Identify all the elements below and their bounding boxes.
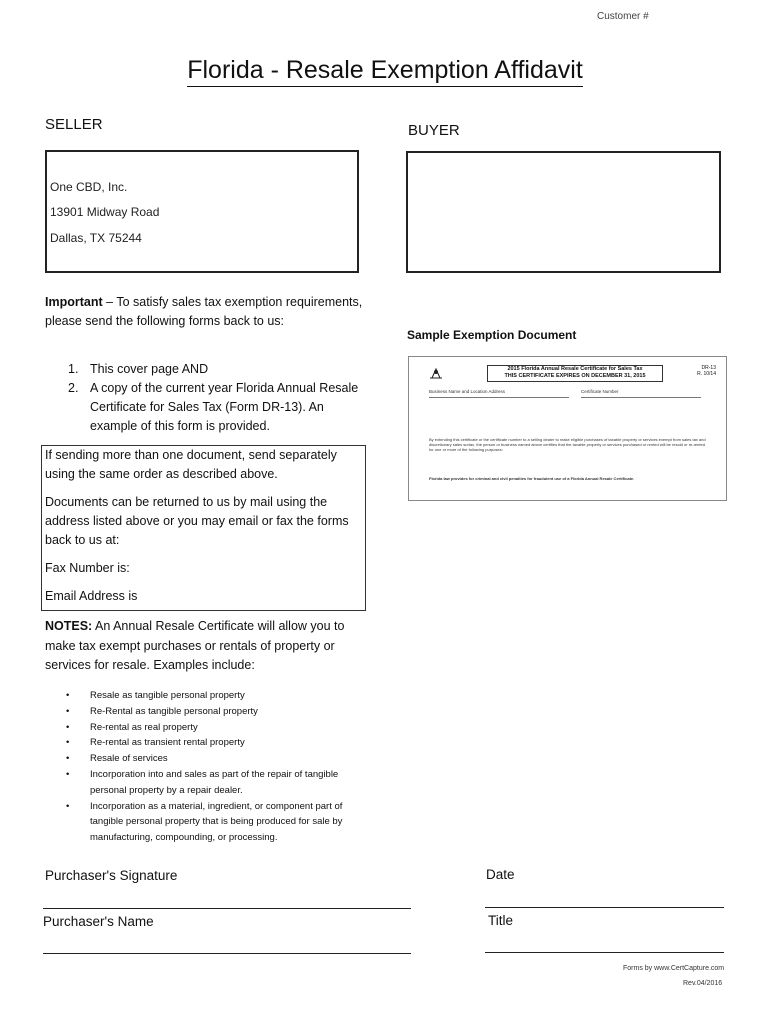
seller-name: One CBD, Inc. (50, 180, 128, 194)
list-item: • Incorporation as a material, ingredient, or component part of tangible personal property that is being produced for sale by manufacturing, compounding, or processing. (66, 800, 343, 844)
required-forms-list (68, 360, 368, 436)
list-text: A copy of the current year Florida Annual Resale Certificate for Sales Tax (Form DR-13). An example of this form is provided. (90, 381, 359, 433)
notes-text: An Annual Resale Certificate will allow you to make tax exempt purchases or rentals of property or services for resale. Examples include: (45, 619, 345, 672)
list-item: • Incorporation into and sales as part of the repair of tangible personal property by a repair dealer. (66, 768, 339, 796)
sample-field-line (581, 397, 701, 398)
important-text: – To satisfy sales tax exemption requirements, please send the following forms back to us: (45, 295, 363, 328)
return-instructions-box (41, 445, 366, 611)
fax-number-label: Fax Number is: (45, 561, 130, 575)
example-text: Incorporation into and sales as part of the repair of tangible personal property by a repair dealer. (90, 768, 339, 796)
email-address-label: Email Address is (45, 589, 138, 603)
list-text: This cover page AND (90, 362, 209, 376)
sample-field-line (429, 397, 569, 398)
sample-header-line2: THIS CERTIFICATE EXPIRES ON DECEMBER 31, 2015 (504, 373, 646, 379)
important-lead: Important (45, 295, 103, 309)
page-title (0, 56, 770, 85)
footer-credit: Forms by www.CertCapture.com (623, 965, 725, 972)
sample-body-text: By extending this certificate or the certificate number to a selling dealer to make eligible purchases of taxable property or services exempt from sales tax and discretionary sales surtax, the person or business named above certifies that the taxable property or services purchased or rented will be resold or re-rented for one or more of the following purposes: (429, 437, 706, 452)
example-text: Incorporation as a material, ingredient, or component part of tangible personal property that is being produced for sale by manufacturing, compounding, or processing. (90, 800, 343, 844)
sample-form-number: DR-13 (701, 365, 716, 371)
list-item: • Resale of services (66, 753, 168, 765)
customer-number-label: Customer # (597, 11, 649, 22)
footer-revision: Rev.04/2016 (683, 980, 723, 987)
example-text: Resale of services (90, 753, 168, 765)
return-method-text: Documents can be returned to us by mail using the address listed above or you may email or fax the forms back to us at: (45, 495, 349, 547)
florida-dor-logo-icon (429, 366, 443, 380)
date-line[interactable] (485, 907, 724, 908)
seller-address-box (45, 150, 359, 273)
notes-paragraph (45, 617, 365, 676)
list-item (68, 379, 368, 436)
sample-document-image (408, 356, 727, 501)
sample-field-certificate: Certificate Number (581, 389, 619, 394)
name-line[interactable] (43, 953, 411, 954)
seller-label: SELLER (45, 116, 103, 133)
list-item: • Resale as tangible personal property (66, 690, 245, 701)
title-label: Title (488, 913, 514, 928)
sample-form-revision: R. 10/14 (697, 371, 716, 377)
list-number: 2. (68, 381, 79, 395)
sample-field-business: Business Name and Location Address (429, 389, 506, 394)
date-label: Date (486, 867, 515, 882)
example-text: Resale as tangible personal property (90, 690, 245, 701)
sample-document-title: Sample Exemption Document (407, 328, 577, 342)
purchaser-name-label: Purchaser's Name (43, 914, 154, 929)
seller-city: Dallas, TX 75244 (50, 231, 142, 245)
important-note (45, 293, 365, 331)
sample-penalty-text: Florida law provides for criminal and civil penalties for fraudulent use of a Florida Annual Resale Certificate. (429, 476, 635, 481)
list-item (68, 360, 368, 379)
example-text: Re-Rental as tangible personal property (90, 705, 258, 717)
list-item: • Re-Rental as tangible personal property (66, 705, 258, 717)
sample-header-box (487, 365, 663, 382)
example-text: Re-rental as real property (90, 721, 198, 733)
notes-lead: NOTES: (45, 619, 93, 633)
sample-form-id (697, 365, 716, 377)
sample-header-line1: 2015 Florida Annual Resale Certificate for Sales Tax (507, 366, 643, 372)
example-text: Re-rental as transient rental property (90, 737, 245, 749)
signature-line[interactable] (43, 908, 411, 909)
examples-list (66, 688, 366, 846)
list-item: • Re-rental as transient rental property (66, 737, 245, 749)
buyer-label: BUYER (408, 122, 460, 139)
title-line[interactable] (485, 952, 724, 953)
buyer-address-box[interactable] (406, 151, 721, 273)
page-title-text: Florida - Resale Exemption Affidavit (187, 56, 583, 87)
list-number: 1. (68, 362, 79, 376)
seller-street: 13901 Midway Road (50, 205, 160, 219)
list-item: • Re-rental as real property (66, 721, 198, 733)
purchaser-signature-label: Purchaser's Signature (45, 868, 178, 883)
send-separately-text: If sending more than one document, send separately using the same order as described above. (45, 448, 337, 481)
